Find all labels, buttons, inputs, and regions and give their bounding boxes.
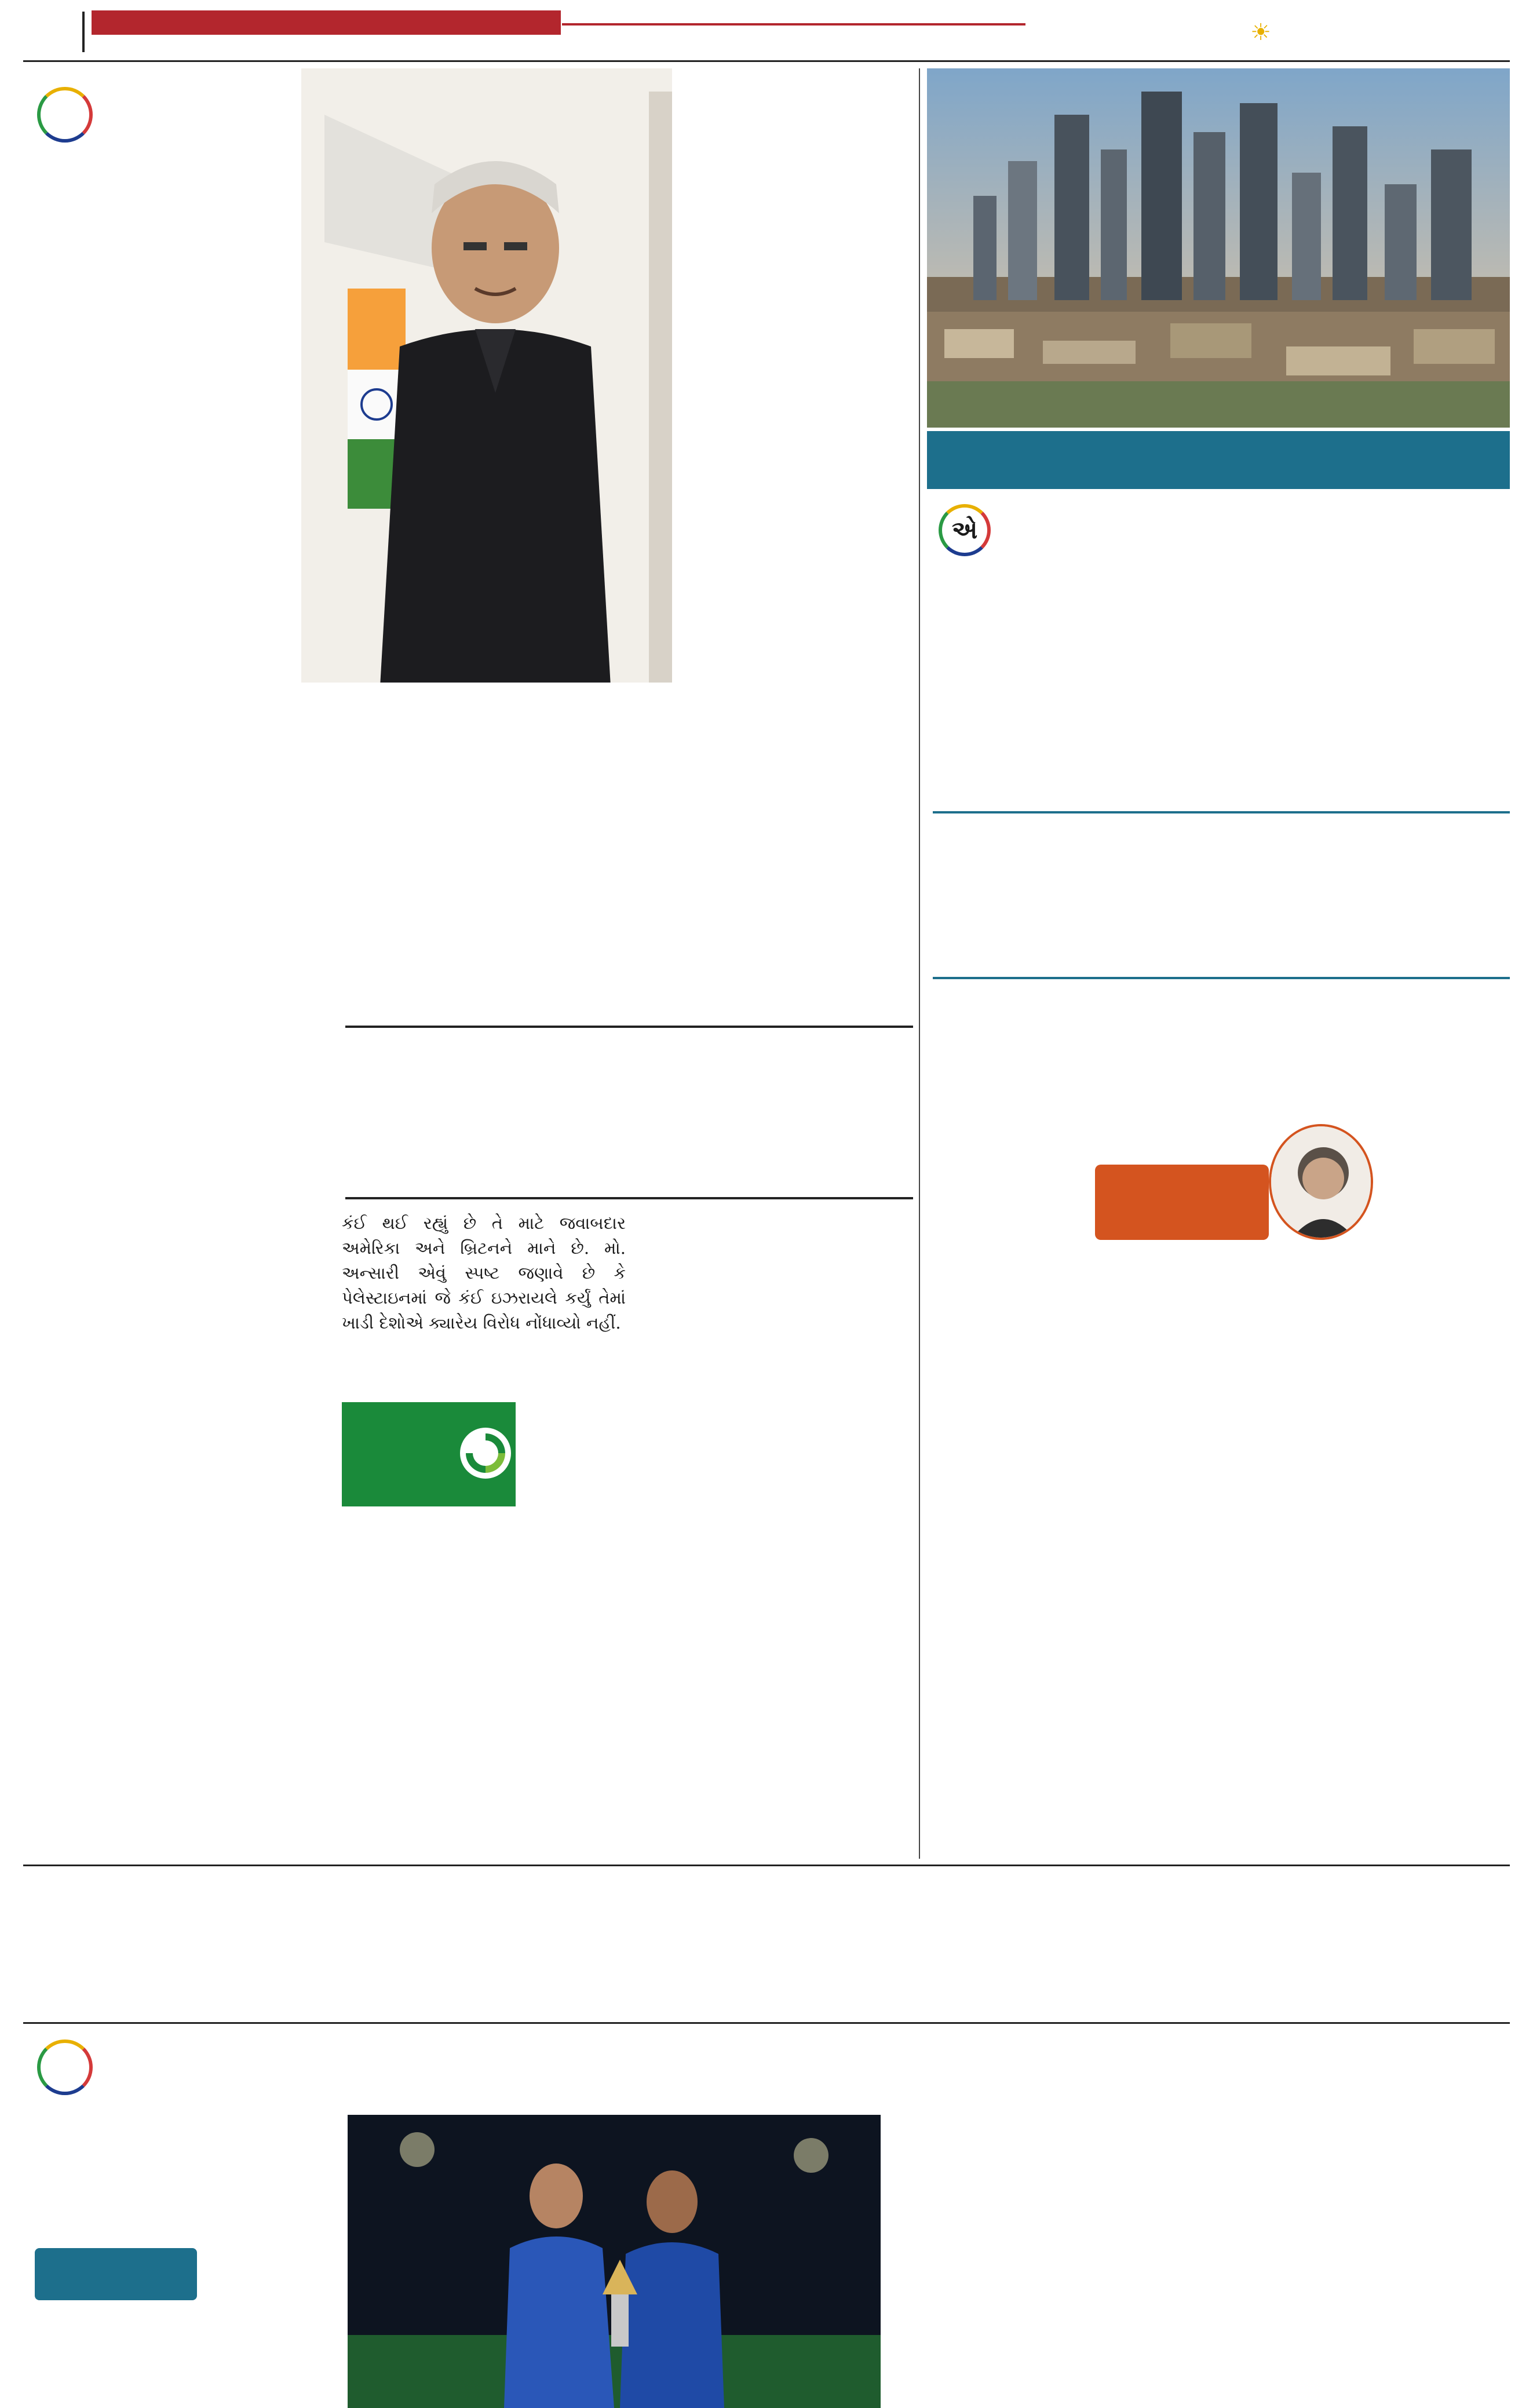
article1-column-3: [37, 927, 327, 1854]
publication-name: [92, 10, 561, 35]
article1-column-2: [684, 68, 910, 735]
article1-column-author: [342, 1511, 516, 1534]
number-20-badge: [37, 87, 93, 143]
header-rule: [562, 23, 1025, 25]
book-cover-image: [301, 68, 672, 746]
article3-column-2: [348, 2030, 579, 2106]
article3-column-5: [1205, 2030, 1510, 2216]
article2-column-1: [999, 496, 1242, 803]
article3-column-1: [102, 2030, 334, 2239]
article2-column-4: [1228, 988, 1510, 1852]
gambhir-trophy-photo: [348, 2115, 881, 2408]
article1-intro-column: [102, 68, 291, 735]
article3-column-4: [892, 2030, 1193, 2216]
recycle-icon: [458, 1425, 513, 1481]
drop-cap-badge: એ: [939, 504, 991, 556]
section-separator: [23, 1865, 1510, 1866]
cricket-celebration-illustration: [348, 2115, 881, 2408]
article3-column-3: [591, 2030, 881, 2106]
page-number: [46, 7, 81, 53]
article1-column-5: [637, 927, 913, 1854]
article2-headline-bar: [927, 431, 1510, 489]
mumbai-skyline-photo: [927, 68, 1510, 428]
number-20-badge-sport: [37, 2039, 93, 2095]
headline-bottom-rule: [23, 2022, 1510, 2024]
header-divider: [82, 12, 85, 52]
book-cover-illustration: [301, 68, 672, 746]
header-date: [98, 37, 504, 57]
article2-column-3: [933, 988, 1205, 1852]
article2-column-2: [1261, 496, 1510, 803]
city-skyline-illustration: [927, 68, 1510, 428]
article3-headline: [23, 1873, 1510, 2017]
supplement-logo: [1031, 6, 1495, 59]
inside-outside-column-badge: [342, 1402, 516, 1535]
header-bottom-rule: [23, 60, 1510, 62]
sun-icon: ☀: [1250, 19, 1271, 46]
sports-column-badge: [35, 2248, 197, 2300]
article1-column-4b: કંઈ થઈ રહ્યું છે તે માટે જવાબદાર અમેરિકા અને બ્રિટનને માને છે. મો. અન્સારી એવું સ્પષ્ટ જણાવે છે કે પેલેસ્ટાઇનમાં જે કંઈ ઇઝરાયલે કર્યું તેમાં ખાડી દેશોએ ક્યારેય વિરોધ નોંધાવ્યો નહીં.: [342, 1213, 626, 1333]
column-separator: [919, 68, 920, 1859]
article2-pullquote: [933, 811, 1510, 979]
page-header: [23, 6, 1510, 59]
article1-intro-left-pad: [37, 152, 95, 731]
article3-column-1b: [37, 2306, 334, 2408]
article1-column-4a: [342, 927, 626, 1020]
article1-headline: [35, 753, 915, 915]
